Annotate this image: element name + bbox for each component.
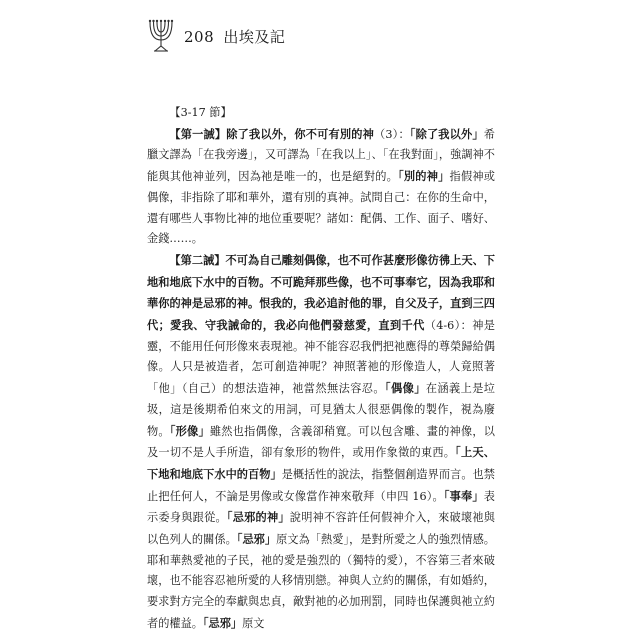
commentary-text: 說明神不容許任何假神介入，來破壞祂與以色列人的關係。 xyxy=(147,511,495,547)
commandment-2-paragraph xyxy=(147,250,495,635)
section-reference: 【3-17 節】 xyxy=(169,106,232,119)
verse-reference: （4-6） xyxy=(424,319,461,333)
page-body xyxy=(147,103,495,635)
verse-reference: （3） xyxy=(374,127,399,141)
commentary-text: ：神是靈，不能用任何形像來表現祂。神不能容忍我們把祂應得的尊榮歸給偶像。人只是被造者，怎可創造神呢？神照著祂的形像造人，人竟照著「他」（自己）的想法造神，祂當然無法容忍。 xyxy=(147,319,495,396)
commentary-text: 表示委身與跟從。 xyxy=(147,489,495,525)
term-highlight: 「忌邪」 xyxy=(202,615,243,630)
commentary-text: 在涵義上是垃圾，這是後期希伯來文的用詞，可見猶太人很惡偶像的製作，視為廢物。 xyxy=(147,382,495,438)
term-highlight: 「別的神」 xyxy=(398,169,450,184)
term-highlight: 「除了我以外」 xyxy=(409,126,484,141)
commandment-1-heading: 【第一誡】除了我以外，你不可有別的神 xyxy=(169,126,374,141)
commentary-text: 指假神或偶像，非指除了耶和華外，還有別的真神。試問自己：在你的生命中，還有哪些人事物比神的地位重要呢？諸如：配偶、工作、面子、嗜好、金錢……。 xyxy=(147,170,495,246)
commentary-text: 雖然也指偶像，含義卻稍寬。可以包含雕、畫的神像，以及一切不是人手所造，卻有象形的物件，或用作象徵的東西。 xyxy=(147,424,495,460)
book-title: 出埃及記 xyxy=(223,27,286,46)
term-highlight: 「偶像」 xyxy=(385,381,426,396)
commentary-text: 原文為「熱愛」，是對所愛之人的強烈情感。耶和華熱愛祂的子民，祂的愛是強烈的（獨特的愛），不容第三者來破壞，也不能容忍祂所愛的人移情別戀。神與人立約的關係，有如婚約，要求對方完全的奉獻與忠貞，敵對祂的必加刑罰，同時也保護與祂立約者的權益。 xyxy=(147,533,495,630)
commandment-2-heading: 【第二誡】不可為自己雕刻偶像，也不可作甚麼形像彷彿上天、下地和地底下水中的百物。不可跪拜那些像，也不可事奉它，因為我耶和華你的神是忌邪的神。恨我的，我必追討他的罪，自父及子，直到三四代；愛我、守我誡命的，我必向他們發慈愛，直到千代 xyxy=(147,252,495,333)
term-highlight: 「上天、下地和地底下水中的百物」 xyxy=(147,445,495,481)
term-highlight: 「形像」 xyxy=(169,423,210,438)
commentary-text: 原文 xyxy=(242,616,265,630)
term-highlight: 「事奉」 xyxy=(443,488,484,503)
commandment-1-paragraph: 【第一誡】除了我以外，你不可有別的神（3）：「除了我以外」希臘文譯為「在我旁邊」，又可譯為「在我以上」、「在我對面」，強調神不能與其他神並列，因為祂是唯一的，也是絕對的。「別的神」指假神或偶像，非指除了耶和華外，還有別的真神。試問自己：在你的生命中，還有哪些人事物比神的地位重要呢？諸如：配偶、工作、面子、嗜好、金錢……。 xyxy=(147,126,495,246)
term-highlight: 「忌邪的神」 xyxy=(226,510,290,525)
commentary-text: 是概括性的說法，指整個創造界而言。也禁止把任何人，不論是男像或女像當作神來敬拜（申四 16）。 xyxy=(147,467,495,503)
term-highlight: 「忌邪」 xyxy=(236,532,277,547)
running-header xyxy=(146,18,285,54)
page-number: 208 xyxy=(184,27,215,46)
commentary-text: 希臘文譯為「在我旁邊」，又可譯為「在我以上」、「在我對面」，強調神不能與其他神並列，因為祂是唯一的，也是絕對的。 xyxy=(147,127,495,184)
running-head-text xyxy=(184,26,285,47)
menorah-icon xyxy=(146,18,176,54)
